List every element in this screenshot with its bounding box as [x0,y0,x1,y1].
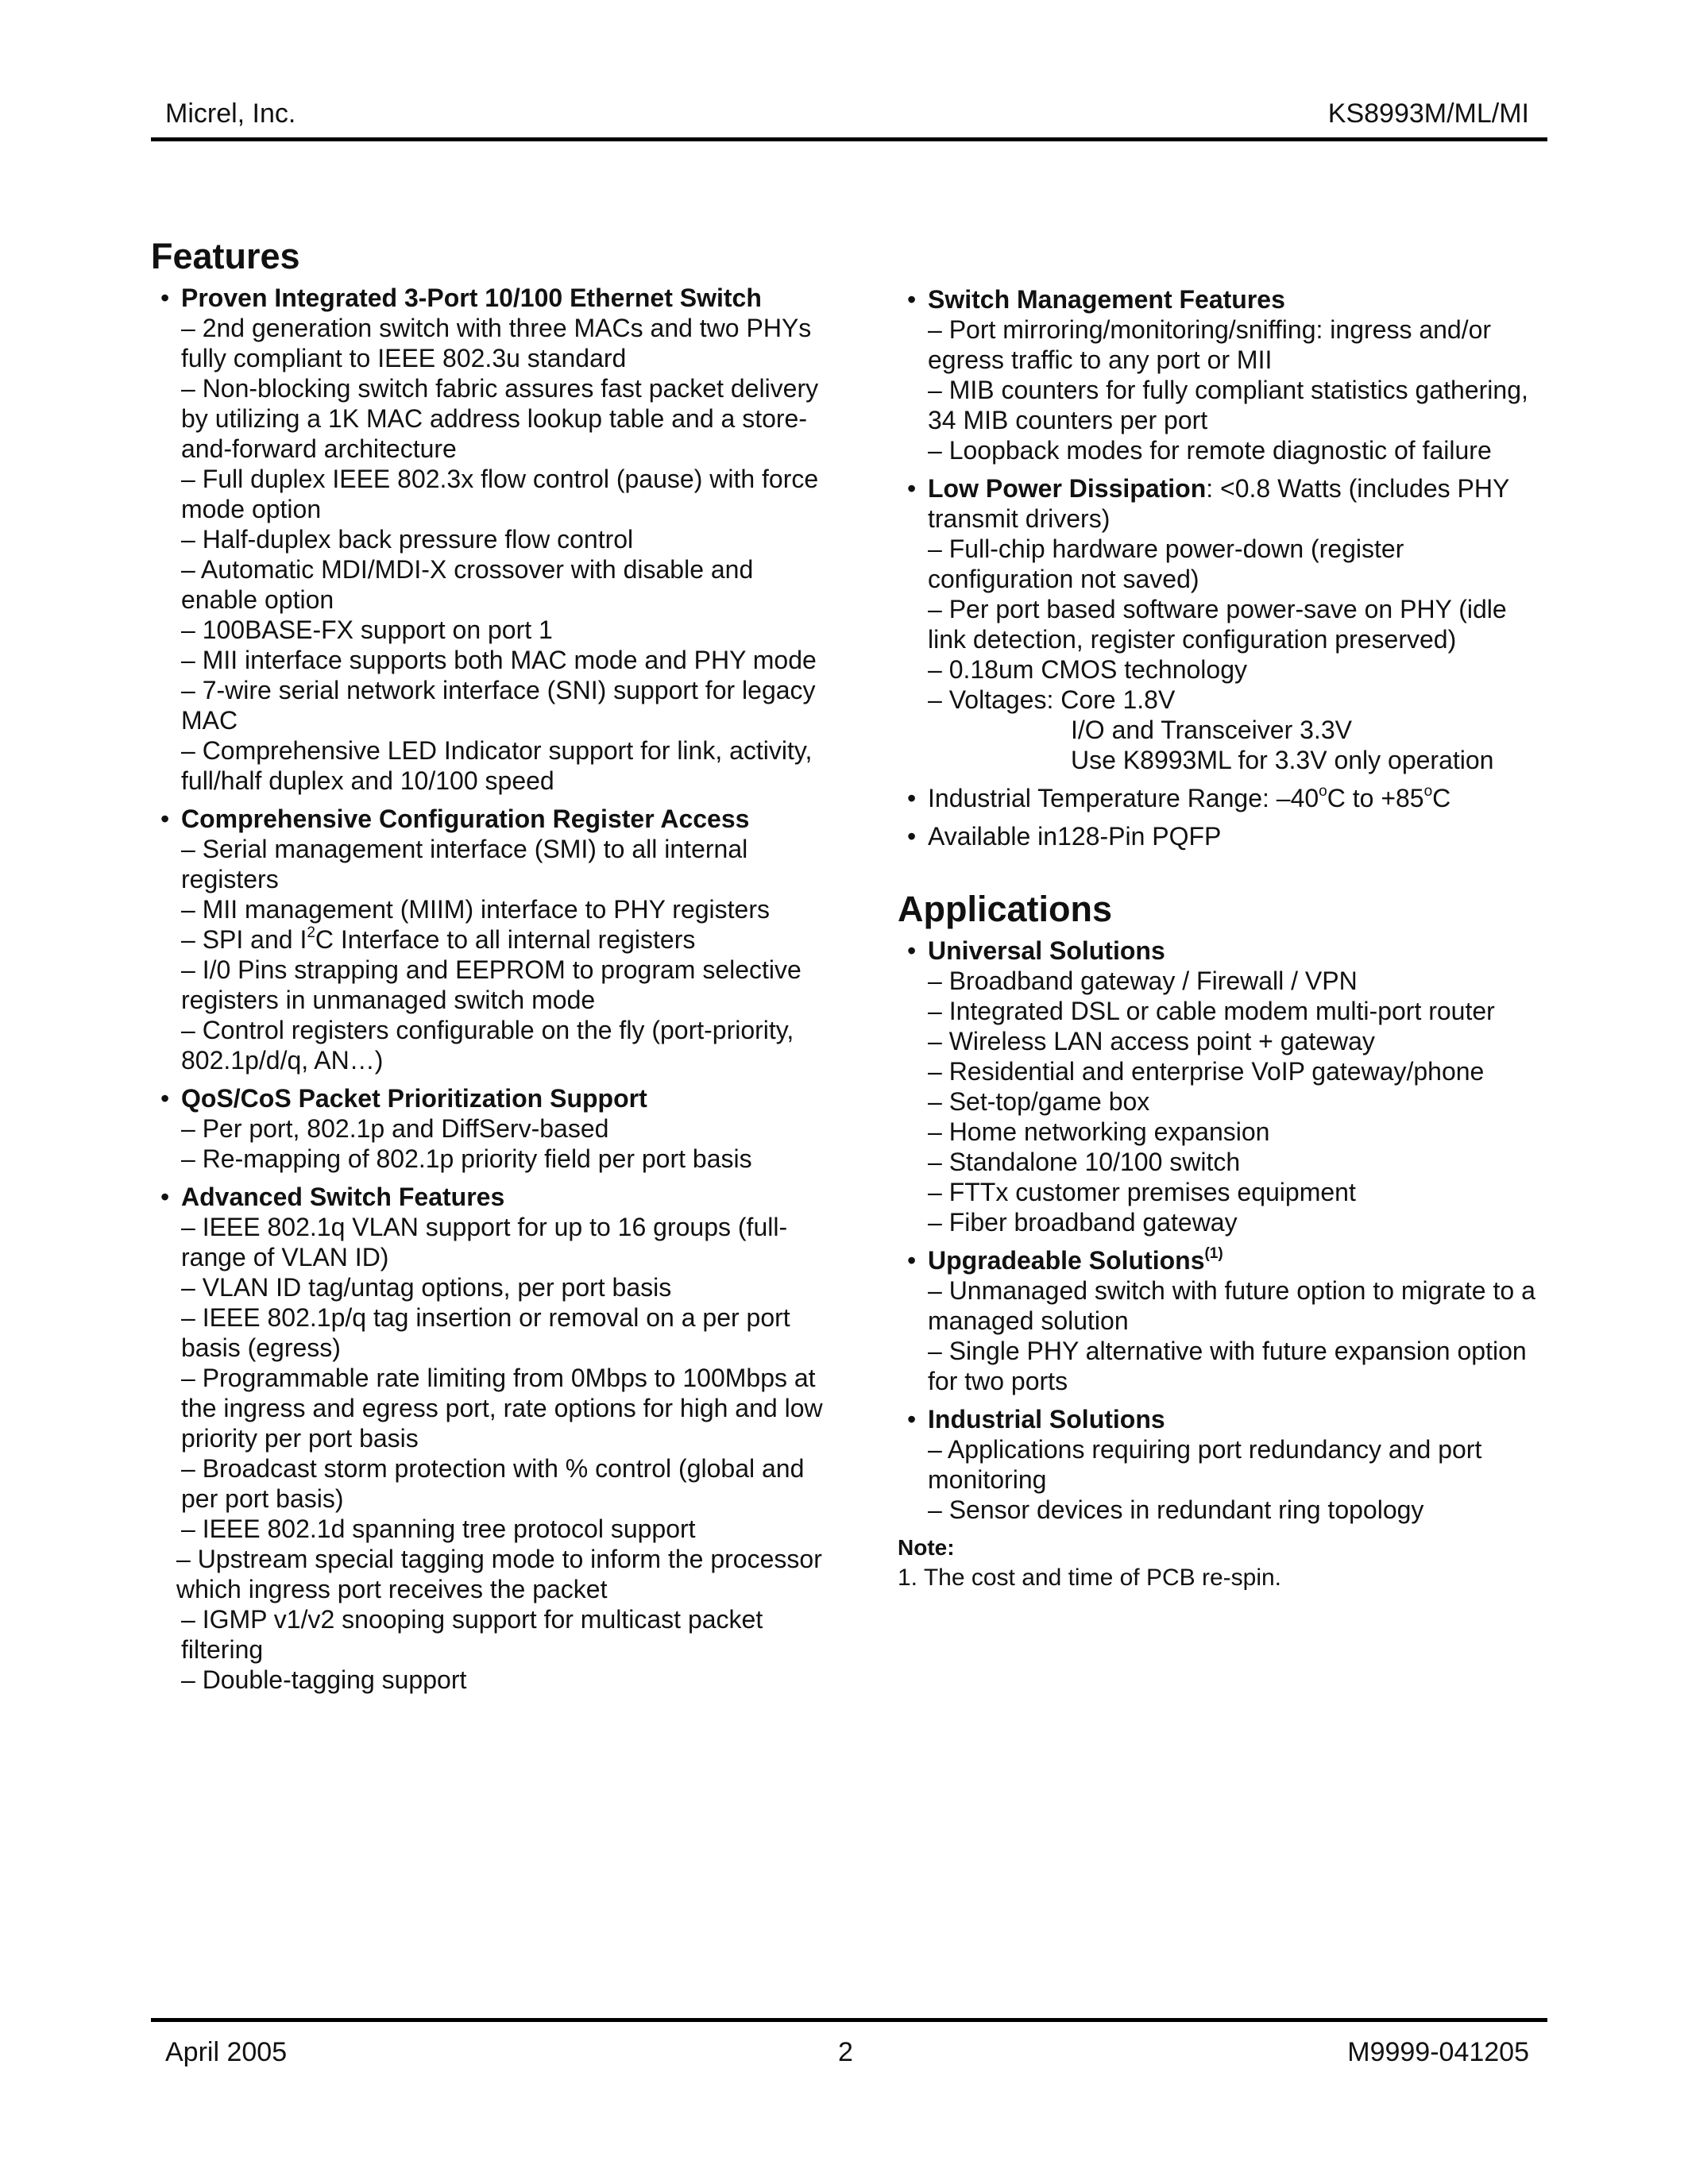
bullet-title-line [928,473,1549,534]
list-item: – Programmable rate limiting from 0Mbps to 100Mbps at the ingress and egress port, rate options for high and low priority per port basis [181,1364,823,1453]
feature-bullet-advanced-switch [151,1182,826,1695]
list-item: – I/0 Pins strapping and EEPROM to program selective registers in unmanaged switch mode [181,955,802,1014]
list-item: – Residential and enterprise VoIP gateway/phone [928,1057,1485,1086]
degree-superscript: o [1423,783,1433,800]
list-item: – Fiber broadband gateway [928,1208,1238,1237]
list-item: – Full-chip hardware power-down (register configuration not saved) [928,534,1404,593]
degree-superscript: o [1319,783,1327,800]
note-title: Note: [898,1535,955,1560]
footer-doc-number: M9999-041205 [1347,2037,1529,2067]
list-item: – MIB counters for fully compliant statistics gathering, 34 MIB counters per port [928,376,1528,434]
bullet-icon: • [160,284,170,312]
list-item: – Control registers configurable on the fly (port-priority, 802.1p/d/q, AN…) [181,1016,794,1075]
list-item: – Half-duplex back pressure flow control [181,525,634,554]
list-item: – Re-mapping of 802.1p priority field per port basis [181,1144,752,1173]
list-item: – Broadcast storm protection with % control (global and per port basis) [181,1454,805,1513]
list-item: – 2nd generation switch with three MACs and two PHYs fully compliant to IEEE 802.3u standard [181,314,812,372]
list-item: – Integrated DSL or cable modem multi-port router [928,997,1495,1025]
bullet-title: QoS/CoS Packet Prioritization Support [181,1084,647,1113]
app-bullet-universal [898,936,1549,1237]
list-item: – Upstream special tagging mode to inform the processor which ingress port receives the packet [176,1545,822,1603]
feature-bullet-switch-management [898,284,1549,465]
feature-bullet-ethernet-switch [151,283,826,796]
app-bullet-industrial [898,1404,1549,1525]
list-item: – Comprehensive LED Indicator support for link, activity, full/half duplex and 10/100 speed [181,736,813,795]
feature-bullet-package [898,821,1549,851]
temp-suffix: C [1432,784,1451,812]
list-item: – Non-blocking switch fabric assures fast packet delivery by utilizing a 1K MAC address lookup table and a store-and-forward architecture [181,374,819,463]
list-item: – IGMP v1/v2 snooping support for multicast packet filtering [181,1605,763,1664]
header-company: Micrel, Inc. [165,98,296,129]
bullet-icon: • [907,1405,917,1433]
list-item: – Applications requiring port redundancy and port monitoring [928,1435,1482,1494]
temperature-range-text [928,783,1549,813]
bullet-icon: • [907,1246,917,1275]
list-item: – FTTx customer premises equipment [928,1178,1356,1206]
list-item: – Home networking expansion [928,1117,1270,1146]
list-item: – Loopback modes for remote diagnostic of failure [928,436,1492,465]
feature-bullet-low-power [898,473,1549,775]
applications-heading: Applications [898,889,1113,929]
bullet-title: Advanced Switch Features [181,1183,505,1211]
list-item: – Voltages: Core 1.8V [928,685,1176,714]
features-heading: Features [151,236,300,276]
bullet-title: Low Power Dissipation [928,474,1207,503]
list-item: – Sensor devices in redundant ring topology [928,1495,1424,1524]
bullet-title: Universal Solutions [928,936,1165,965]
list-item: – Per port based software power-save on PHY (idle link detection, register configuration preserved) [928,595,1507,654]
bullet-icon: • [160,1183,170,1211]
list-item: – Standalone 10/100 switch [928,1148,1241,1176]
list-item: Use K8993ML for 3.3V only operation [1071,746,1494,774]
list-item: – Full duplex IEEE 802.3x flow control (pause) with force mode option [181,465,819,523]
bullet-icon: • [160,1084,170,1113]
feature-bullet-qos [151,1083,826,1174]
list-item: – Automatic MDI/MDI-X crossover with disable and enable option [181,555,754,614]
bullet-title: Industrial Solutions [928,1405,1165,1433]
header-rule [151,137,1547,141]
i2c-prefix: – SPI and I [181,925,307,954]
bullet-title-suffix: : <0.8 Watts (includes PHY transmit drivers) [928,474,1509,533]
list-item-i2c [181,924,826,955]
temp-prefix: Industrial Temperature Range: –40 [928,784,1319,812]
bullet-icon: • [907,784,917,812]
bullet-icon: • [907,822,917,851]
header-part-number: KS8993M/ML/MI [1327,98,1529,129]
list-item: – 100BASE-FX support on port 1 [181,615,553,644]
i2c-superscript: 2 [307,924,315,941]
note-item: 1. The cost and time of PCB re-spin. [898,1565,1282,1591]
list-item: – Per port, 802.1p and DiffServ-based [181,1114,609,1143]
bullet-title-line [928,1245,1549,1275]
list-item: – Double-tagging support [181,1665,467,1694]
list-item: – Serial management interface (SMI) to all internal registers [181,835,748,893]
bullet-title: Proven Integrated 3-Port 10/100 Ethernet Switch [181,284,762,312]
bullet-icon: • [907,936,917,965]
temp-mid: C to +85 [1327,784,1424,812]
list-item: – Set-top/game box [928,1087,1150,1116]
bullet-title: Switch Management Features [928,285,1285,314]
i2c-suffix: C Interface to all internal registers [315,925,696,954]
features-column-right [898,284,1549,1593]
list-item: – Wireless LAN access point + gateway [928,1027,1375,1055]
app-bullet-upgradeable [898,1245,1549,1396]
page-number: 2 [838,2037,853,2067]
list-item: – Single PHY alternative with future expansion option for two ports [928,1337,1527,1395]
list-item: – Port mirroring/monitoring/sniffing: ingress and/or egress traffic to any port or MII [928,315,1492,374]
bullet-title: Comprehensive Configuration Register Access [181,805,750,833]
features-column-left [151,230,826,1703]
list-item: – VLAN ID tag/untag options, per port basis [181,1273,672,1302]
bullet-icon: • [907,474,917,503]
bullet-title: Upgradeable Solutions [928,1246,1205,1275]
bullet-icon: • [160,805,170,833]
list-item: – MII management (MIIM) interface to PHY registers [181,895,770,924]
list-item: – Unmanaged switch with future option to migrate to a managed solution [928,1276,1535,1335]
list-item: – IEEE 802.1d spanning tree protocol support [181,1515,696,1543]
footer-rule [151,2018,1547,2022]
footnote-ref: (1) [1204,1245,1223,1262]
feature-bullet-temperature [898,783,1549,813]
list-item: – MII interface supports both MAC mode and PHY mode [181,646,817,674]
footer-date: April 2005 [165,2037,288,2067]
list-item: – IEEE 802.1q VLAN support for up to 16 groups (full-range of VLAN ID) [181,1213,788,1271]
feature-bullet-register-access [151,804,826,1075]
bullet-icon: • [907,285,917,314]
list-item: I/O and Transceiver 3.3V [1071,716,1352,744]
package-text: Available in128-Pin PQFP [928,822,1222,851]
list-item: – 0.18um CMOS technology [928,655,1247,684]
list-item: – 7-wire serial network interface (SNI) support for legacy MAC [181,676,816,735]
list-item: – Broadband gateway / Firewall / VPN [928,967,1358,995]
list-item: – IEEE 802.1p/q tag insertion or removal on a per port basis (egress) [181,1303,790,1362]
